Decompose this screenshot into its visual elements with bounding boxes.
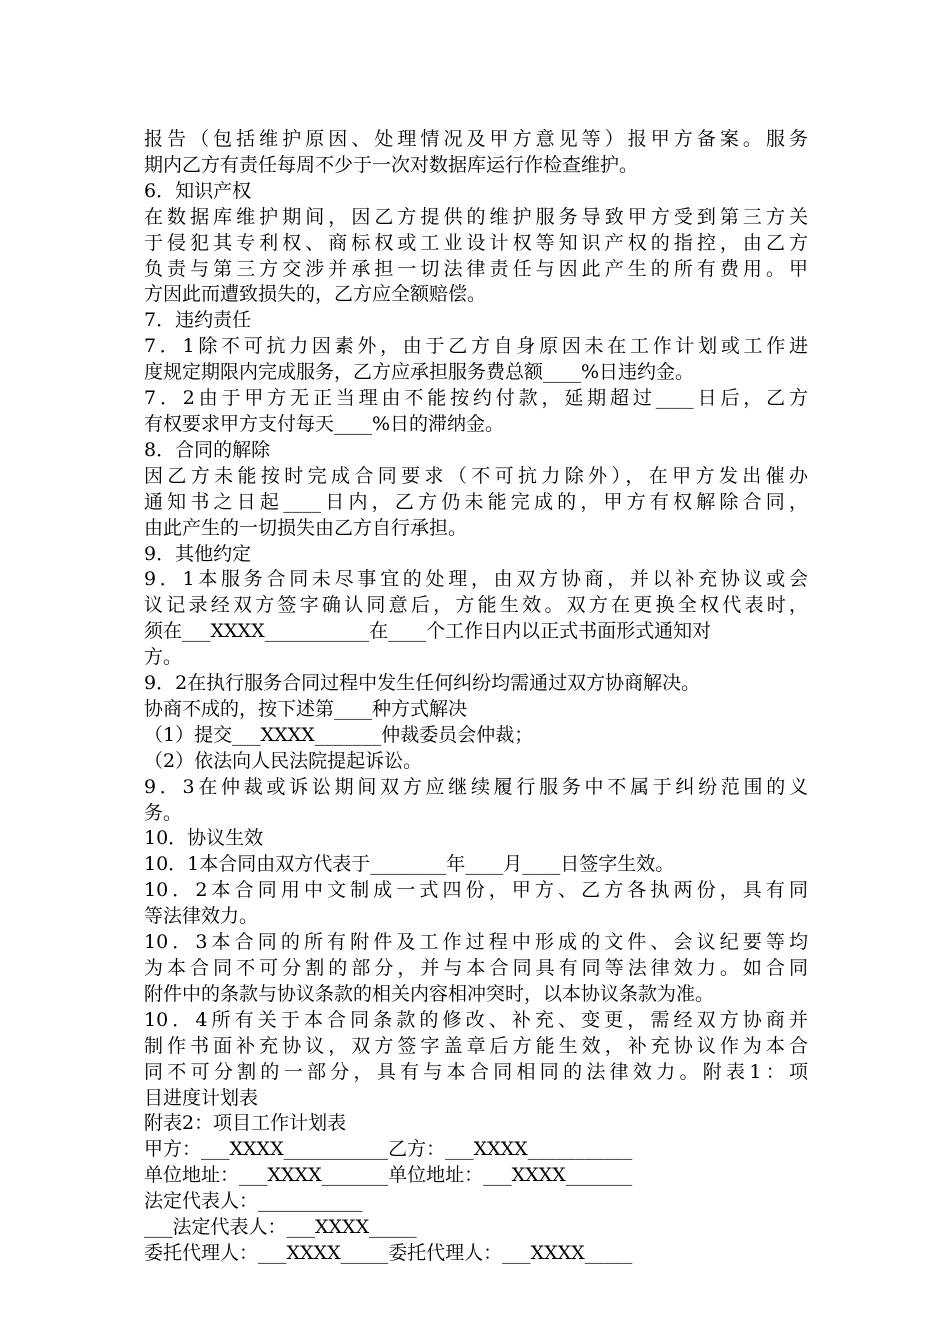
contract-document-body — [144, 127, 808, 1267]
text-line: 9．1本服务合同未尽事宜的处理，由双方协商，并以补充协议或会 — [144, 568, 808, 591]
section-heading: 10．协议生效 — [144, 827, 264, 850]
signature-line-address: 单位地址：___XXXX_______单位地址：___XXXX_______ — [144, 1164, 633, 1187]
text-line: 制作书面补充协议，双方签字盖章后方能生效，补充协议作为本合 — [144, 1034, 808, 1057]
text-line: 为本合同不可分割的部分，并与本合同具有同等法律效力。如合同 — [144, 957, 808, 979]
section-heading: 8．合同的解除 — [144, 438, 271, 461]
text-line: 附表2：项目工作计划表 — [144, 1112, 347, 1135]
text-line: 由此产生的一切损失由乙方自行承担。 — [144, 516, 468, 539]
text-line: 须在___XXXX___________在____个工作日内以正式书面形式通知对 — [144, 620, 712, 643]
text-line: 有权要求甲方支付每天____%日的滞纳金。 — [144, 412, 505, 435]
text-line: 在数据库维护期间，因乙方提供的维护服务导致甲方受到第三方关 — [144, 205, 808, 228]
section-heading: 7．违约责任 — [144, 309, 252, 332]
text-line: 附件中的条款与协议条款的相关内容相冲突时，以本协议条款为准。 — [144, 982, 715, 1005]
signature-line-legal-rep: 法定代表人：___________ — [144, 1190, 363, 1213]
text-line: 因乙方未能按时完成合同要求（不可抗力除外），在甲方发出催办 — [144, 464, 808, 487]
text-line: 议记录经双方签字确认同意后，方能生效。双方在更换全权代表时， — [144, 594, 808, 617]
signature-line-legal-rep: ___法定代表人：___XXXX_____ — [144, 1216, 417, 1239]
text-line: 度规定期限内完成服务，乙方应承担服务费总额____%日违约金。 — [144, 361, 695, 384]
text-line: 7．2由于甲方无正当理由不能按约付款，延期超过____日后，乙方 — [144, 387, 808, 410]
signature-line-party: 甲方：___XXXX___________乙方：___XXXX___________ — [144, 1138, 633, 1161]
text-line: 10．3本合同的所有附件及工作过程中形成的文件、会议纪要等均 — [144, 931, 808, 954]
text-line: 报告（包括维护原因、处理情况及甲方意见等）报甲方备案。服务 — [144, 128, 808, 150]
text-line: 通知书之日起____日内，乙方仍未能完成的，甲方有权解除合同， — [144, 490, 808, 513]
signature-line-agent: 委托代理人：___XXXX_____委托代理人：___XXXX_____ — [144, 1241, 633, 1264]
text-line: 方因此而遭致损失的，乙方应全额赔偿。 — [144, 283, 487, 306]
text-line: 务。 — [144, 801, 183, 824]
text-line: 等法律效力。 — [144, 905, 259, 928]
text-line: 9．3在仲裁或诉讼期间双方应继续履行服务中不属于纠纷范围的义 — [144, 775, 808, 798]
text-line: 同不可分割的一部分，具有与本合同相同的法律效力。附表1：项 — [144, 1060, 808, 1083]
text-line: 10．2本合同用中文制成一式四份，甲方、乙方各执两份，具有同 — [144, 879, 808, 902]
section-heading: 6．知识产权 — [144, 179, 252, 202]
section-heading: 9．其他约定 — [144, 542, 252, 565]
text-line: （2）依法向人民法院提起诉讼。 — [144, 749, 423, 772]
text-line: （1）提交___XXXX_______仲裁委员会仲裁； — [144, 723, 534, 746]
text-line: 目进度计划表 — [144, 1086, 259, 1109]
text-line: 方。 — [144, 646, 183, 669]
text-line: 于侵犯其专利权、商标权或工业设计权等知识产权的指控，由乙方 — [144, 231, 808, 254]
text-line: 9．2在执行服务合同过程中发生任何纠纷均需通过双方协商解决。 — [144, 672, 701, 695]
text-line: 10．1本合同由双方代表于________年____月____日签字生效。 — [144, 853, 675, 876]
text-line: 协商不成的，按下述第____种方式解决 — [144, 697, 468, 720]
text-line: 7．1除不可抗力因素外，由于乙方自身原因未在工作计划或工作进 — [144, 335, 808, 358]
text-line: 10．4所有关于本合同条款的修改、补充、变更，需经双方协商并 — [144, 1008, 808, 1031]
text-line: 负责与第三方交涉并承担一切法律责任与因此产生的所有费用。甲 — [144, 257, 808, 280]
text-line: 期内乙方有责任每周不少于一次对数据库运行作检查维护。 — [144, 153, 639, 176]
